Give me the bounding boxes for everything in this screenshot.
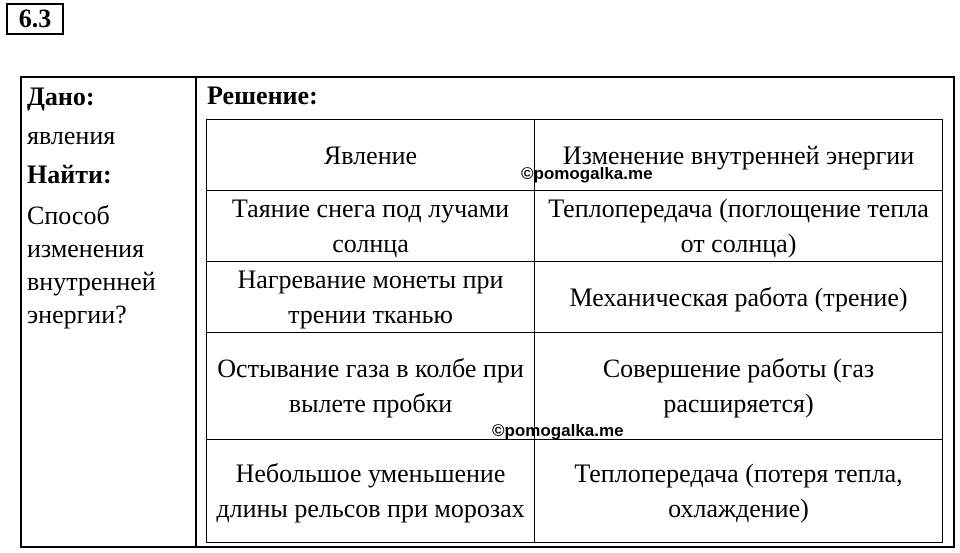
table-row <box>207 262 943 333</box>
given-column <box>27 80 192 331</box>
header-cell-phenomenon: Явление <box>207 120 535 191</box>
table-row <box>207 440 943 543</box>
energy-change-cell: Теплопередача (потеря тепла, охлаждение) <box>535 440 943 543</box>
given-label: Дано: <box>27 82 95 111</box>
find-line: Способ <box>27 201 110 230</box>
energy-change-cell: Механическая работа (трение) <box>535 262 943 333</box>
find-line: энергии? <box>27 300 127 329</box>
find-value <box>27 199 192 331</box>
phenomenon-cell: Таяние снега под лучами солнца <box>207 191 535 262</box>
energy-change-cell: Теплопередача (поглощение тепла от солнца) <box>535 191 943 262</box>
watermark: ©pomogalka.me <box>521 164 653 183</box>
task-number: 6.3 <box>6 3 64 35</box>
energy-change-cell: Совершение работы (газ расширяется) <box>535 333 943 440</box>
solution-title: Решение: <box>207 81 318 110</box>
given-value: явления <box>27 121 116 150</box>
header-cell-energy-change: Изменение внутренней энергии <box>535 120 943 191</box>
find-label: Найти: <box>27 160 112 189</box>
phenomenon-cell: Небольшое уменьшение длины рельсов при морозах <box>207 440 535 543</box>
column-divider <box>195 76 197 548</box>
find-line: изменения <box>27 234 145 263</box>
phenomenon-cell: Нагревание монеты при трении тканью <box>207 262 535 333</box>
find-line: внутренней <box>27 267 156 296</box>
watermark: ©pomogalka.me <box>492 421 624 440</box>
table-row <box>207 191 943 262</box>
phenomenon-cell: Остывание газа в колбе при вылете пробки <box>207 333 535 440</box>
